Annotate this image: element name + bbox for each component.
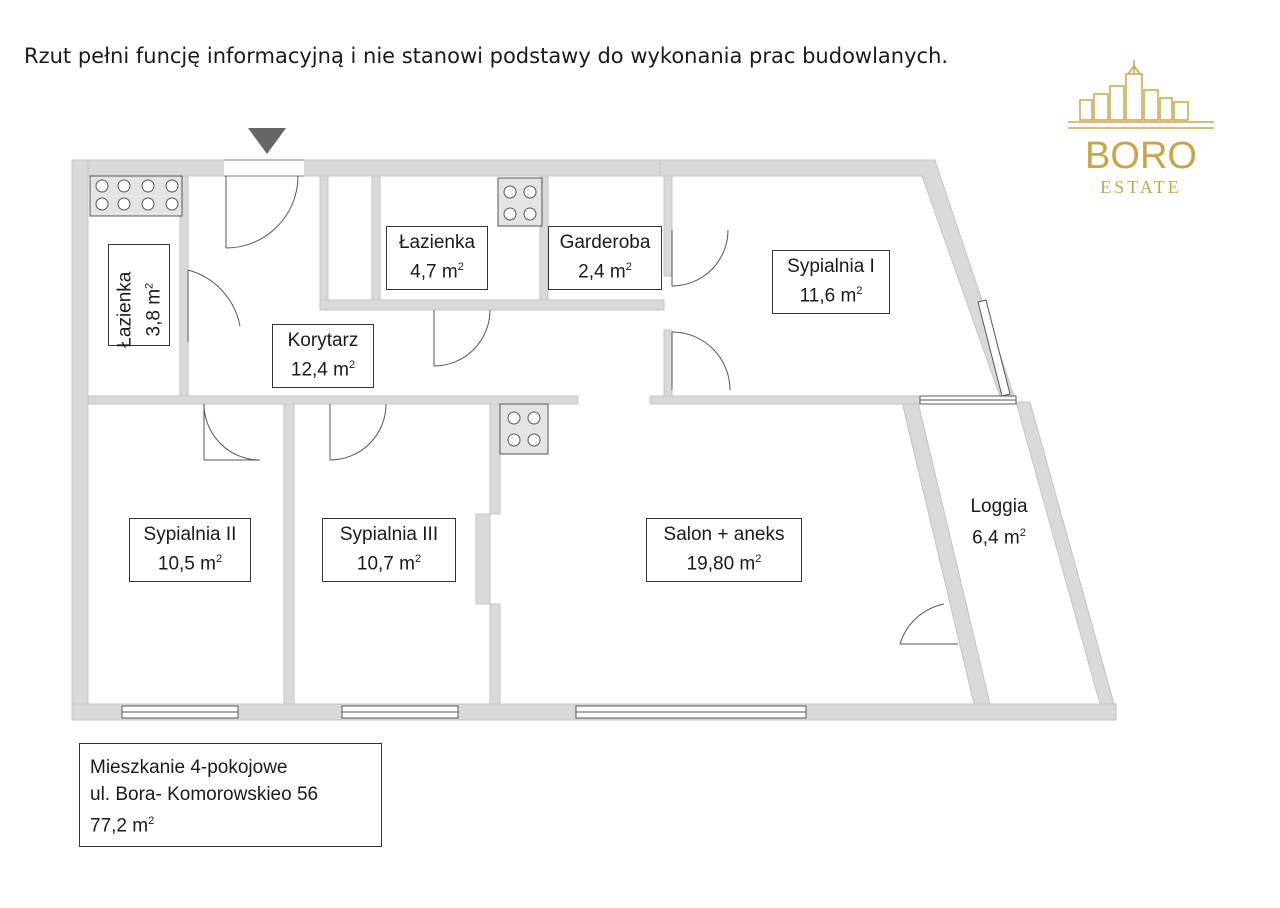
room-area: 10,7 m [356,553,415,575]
room-name: Korytarz [287,330,359,351]
room-area: 11,6 m [799,285,857,307]
logo-estate-text: ESTATE [1100,177,1182,197]
room-name: Sypialnia II [143,524,237,545]
apartment-area: 77,2 m [90,815,149,837]
area-unit-sup: 2 [143,282,156,289]
room-name: Sypialnia III [339,524,439,545]
room-area: 19,80 m [686,553,756,575]
room-area: 6,4 m [972,527,1020,549]
area-unit-sup: 2 [215,553,223,565]
apartment-info-box [79,743,382,847]
room-name: Sypialnia I [787,256,875,277]
disclaimer-text: Rzut pełni funcję informacyjną i nie stanowi podstawy do wykonania prac budowlanych. [24,44,949,68]
room-label-sypialnia-2 [129,518,251,582]
room-label-loggia [954,494,1044,551]
room-label-lazienka [386,226,488,290]
room-name: Loggia [970,496,1028,517]
room-label-sypialnia-1 [772,250,890,314]
entrance-arrow-icon [248,128,286,154]
room-area: 3,8 m [143,288,165,337]
room-name: Łazienka [398,232,476,253]
area-unit-sup: 2 [457,261,464,273]
room-label-lazienka-small [108,244,170,346]
room-label-salon [646,518,802,582]
area-unit-sup: 2 [1019,527,1026,539]
area-unit-sup: 2 [856,285,863,297]
area-unit-sup: 2 [348,359,356,371]
room-label-korytarz [272,324,374,388]
room-name: Łazienka [114,271,136,348]
apartment-type: Mieszkanie 4-pokojowe [90,757,288,778]
area-unit-sup: 2 [755,553,762,565]
room-label-garderoba [548,226,662,290]
room-area: 10,5 m [157,553,216,575]
room-name: Garderoba [559,232,651,253]
room-area: 12,4 m [290,359,349,381]
area-unit-sup: 2 [148,815,155,827]
area-unit-sup: 2 [625,261,632,273]
room-label-sypialnia-3 [322,518,456,582]
room-area: 2,4 m [578,261,626,283]
apartment-address: ul. Bora- Komorowskieo 56 [90,784,319,805]
room-name: Salon + aneks [663,524,785,545]
area-unit-sup: 2 [414,553,422,565]
logo-boro-text: BORO [1085,135,1197,177]
room-area: 4,7 m [410,261,458,283]
